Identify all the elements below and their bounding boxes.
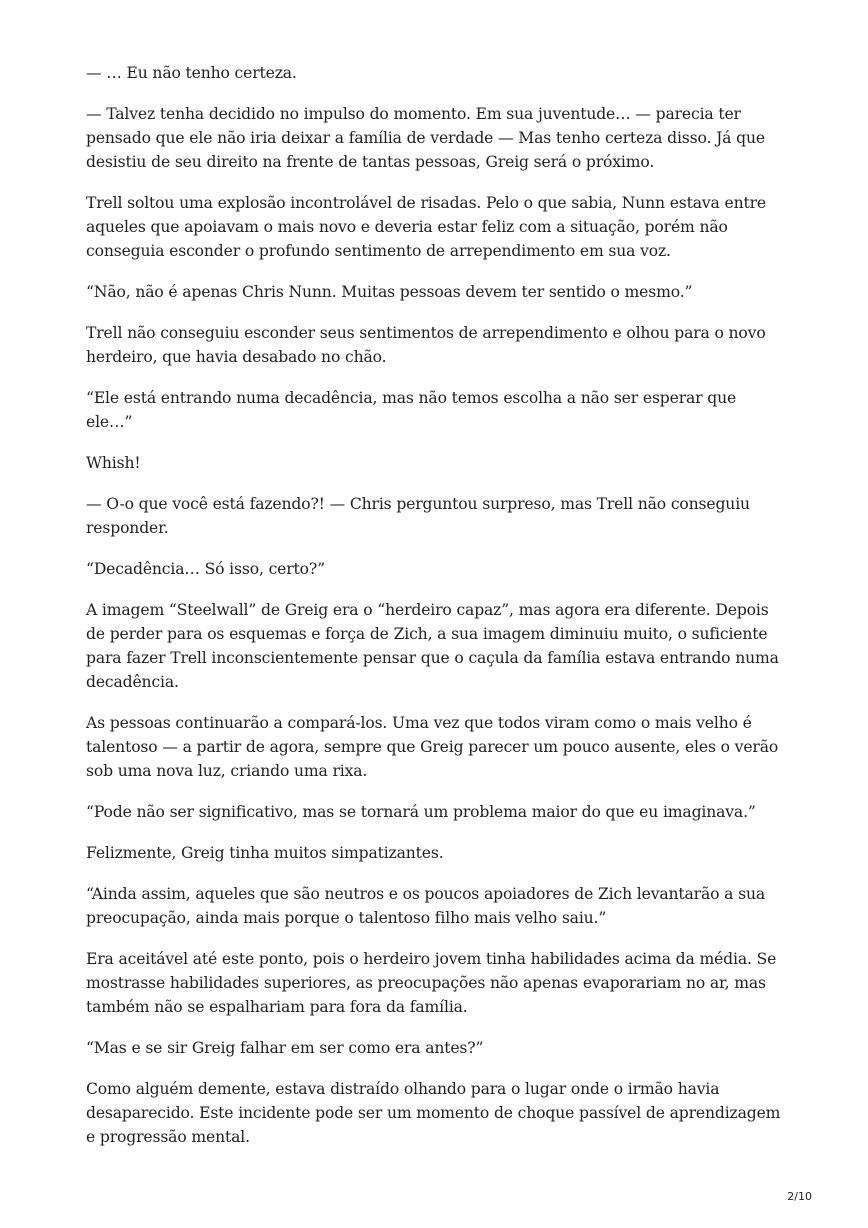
paragraph: Trell soltou uma explosão incontrolável de risadas. Pelo o que sabia, Nunn estava entre aqueles que apoiavam o mais novo e deveria estar feliz com a situação, porém não conseguia esconder o profundo sentimento de arrependimento em sua voz. — [86, 194, 766, 260]
paragraph: “Ele está entrando numa decadência, mas não temos escolha a não ser esperar que ele…” — [86, 389, 737, 431]
paragraph: Felizmente, Greig tinha muitos simpatizantes. — [86, 844, 444, 862]
paragraph: “Pode não ser significativo, mas se tornará um problema maior do que eu imaginava.” — [86, 803, 756, 821]
page-number: 2/10 — [787, 1190, 812, 1203]
paragraph: Whish! — [86, 454, 141, 472]
paragraph: Trell não conseguiu esconder seus sentimentos de arrependimento e olhou para o novo herdeiro, que havia desabado no chão. — [86, 324, 766, 366]
paragraph: — … Eu não tenho certeza. — [86, 64, 297, 82]
document-body — [86, 61, 786, 1166]
paragraph: “Decadência… Só isso, certo?” — [86, 560, 325, 578]
paragraph: “Não, não é apenas Chris Nunn. Muitas pessoas devem ter sentido o mesmo.” — [86, 283, 693, 301]
paragraph: As pessoas continuarão a compará-los. Uma vez que todos viram como o mais velho é talentoso — a partir de agora, sempre que Greig parecer um pouco ausente, eles o verão sob uma nova luz, criando uma rixa. — [86, 714, 779, 780]
paragraph: A imagem “Steelwall” de Greig era o “herdeiro capaz”, mas agora era diferente. Depois de perder para os esquemas e força de Zich, a sua imagem diminuiu muito, o suficiente para fazer Trell inconscientemente pensar que o caçula da família estava entrando numa decadência. — [86, 601, 779, 691]
paragraph: “Ainda assim, aqueles que são neutros e os poucos apoiadores de Zich levantarão a sua preocupação, ainda mais porque o talentoso filho mais velho saiu.” — [86, 885, 766, 927]
paragraph: — Talvez tenha decidido no impulso do momento. Em sua juventude… — parecia ter pensado que ele não iria deixar a família de verdade — Mas tenho certeza disso. Já que desistiu de seu direito na frente de tantas pessoas, Greig será o próximo. — [86, 105, 765, 171]
paragraph: Como alguém demente, estava distraído olhando para o lugar onde o irmão havia desaparecido. Este incidente pode ser um momento de choque passível de aprendizagem e progressão mental. — [86, 1080, 781, 1146]
paragraph: “Mas e se sir Greig falhar em ser como era antes?” — [86, 1039, 484, 1057]
paragraph: — O-o que você está fazendo?! — Chris perguntou surpreso, mas Trell não conseguiu responder. — [86, 495, 750, 537]
paragraph: Era aceitável até este ponto, pois o herdeiro jovem tinha habilidades acima da média. Se mostrasse habilidades superiores, as preocupações não apenas evaporariam no ar, mas também não se espalhariam para fora da família. — [86, 950, 777, 1016]
